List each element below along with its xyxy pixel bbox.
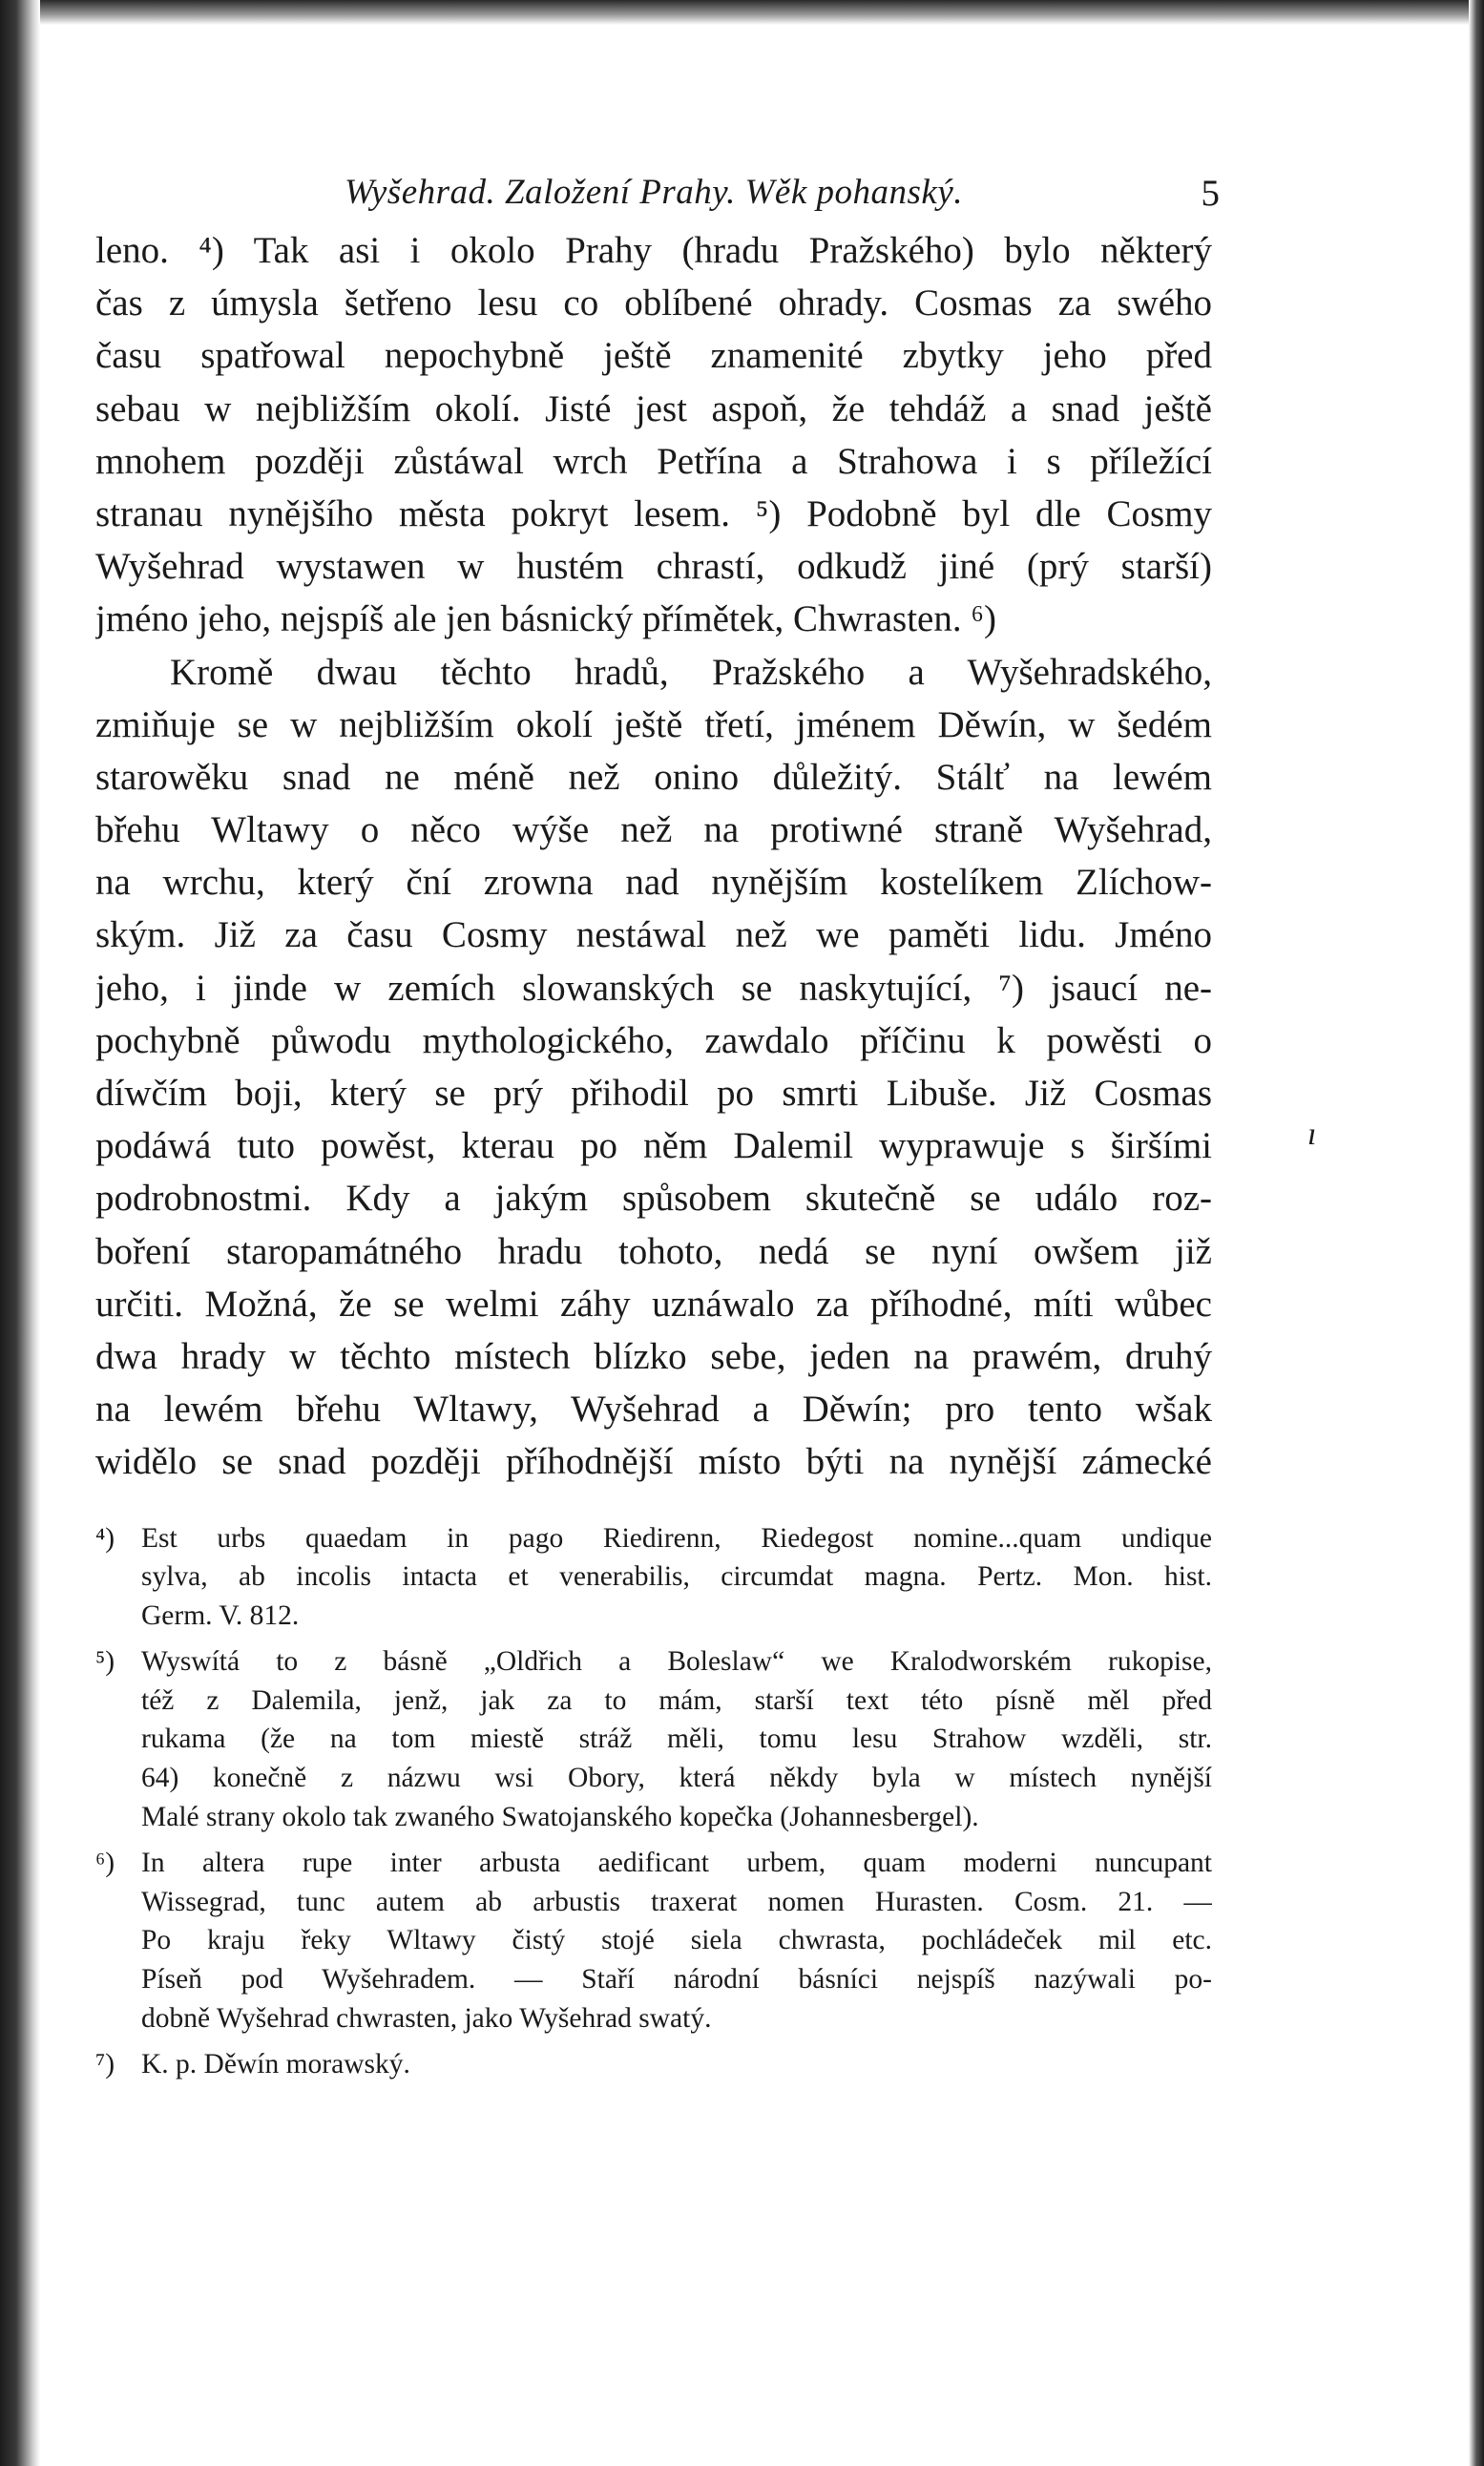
footnote [95, 2045, 1212, 2084]
footnote-line: Po kraju řeky Wltawy čistý stojé siela chwrasta, pochládeček mil etc. [141, 1925, 1212, 1956]
footnote-line: rukama (že na tom miestě stráž měli, tomu lesu Strahow wzděli, str. [141, 1724, 1212, 1755]
body-line: určiti. Možná, že se welmi záhy uznáwalo za příhodné, míti wůbec [95, 1283, 1212, 1325]
body-line: Kromě dwau těchto hradů, Pražského a Wyšehradského, [170, 651, 1212, 693]
footnote-line: Malé strany okolo tak zwaného Swatojanského kopečka (Johannesbergel). [141, 1801, 979, 1832]
book-page [95, 143, 1220, 2084]
body-line: sebau w nejbližším okolí. Jisté jest aspoň, že tehdáž a snad ještě [95, 387, 1212, 429]
footnote-line: Wissegrad, tunc autem ab arbustis traxerat nomen Hurasten. Cosm. 21. — [141, 1886, 1212, 1917]
footnote-marker: ⁶) [95, 1848, 115, 1879]
body-line: widělo se snad později příhodnější místo býti na nynější zámecké [95, 1441, 1212, 1483]
body-line: času spatřowal nepochybně ještě znamenité zbytky jeho před [95, 335, 1212, 377]
footnote-line: sylva, ab incolis intacta et venerabilis, circumdat magna. Pertz. Mon. hist. [141, 1561, 1212, 1593]
body-line: podáwá tuto powěst, kterau po něm Dalemil wyprawuje s širšími [95, 1125, 1212, 1167]
body-line: na wrchu, který ční zrowna nad nynějším kostelíkem Zlíchow- [95, 862, 1212, 904]
body-line: pochybně půwodu mythologického, zawdalo příčinu k powěsti o [95, 1019, 1212, 1061]
footnote-line: též z Dalemila, jenž, jak za to mám, starší text této písně měl před [141, 1684, 1212, 1716]
footnote-text: Est urbs quaedam in pago Riedirenn, Riedegost nomine...quam undique [141, 1522, 1212, 1554]
footnote-marker: ⁴) [95, 1522, 115, 1554]
scan-edge-right [1469, 0, 1484, 2466]
footnote-first-line [95, 1844, 1212, 1883]
scan-edge-left [0, 0, 40, 2466]
footnote [95, 1519, 1212, 1636]
body-line: dwa hrady w těchto místech blízko sebe, jeden na prawém, druhý [95, 1335, 1212, 1377]
footnote-text: Wyswítá to z básně „Oldřich a Boleslaw“ we Kralodworském rukopise, [141, 1646, 1212, 1678]
footnote-marker: ⁵) [95, 1646, 115, 1678]
body-line: boření staropamátného hradu tohoto, nedá se nyní owšem již [95, 1230, 1212, 1272]
footnote-line: dobně Wyšehrad chwrasten, jako Wyšehrad swatý. [141, 2002, 712, 2034]
body-line: jeho, i jinde w zemích slowanských se naskytující, ⁷) jsaucí ne- [95, 967, 1212, 1009]
footnote-first-line [95, 2045, 1212, 2084]
footnote-text: K. p. Děwín morawský. [141, 2049, 410, 2080]
footnote-line: Píseň pod Wyšehradem. — Staří národní básníci nejspíš nazýwali po- [141, 1964, 1212, 1996]
body-line: stranau nynějšího města pokryt lesem. ⁵) Podobně byl dle Cosmy [95, 492, 1212, 534]
body-line: na lewém břehu Wltawy, Wyšehrad a Děwín; pro tento wšak [95, 1389, 1212, 1431]
footnote-gap [95, 1635, 1212, 1642]
body-text [95, 224, 1212, 1489]
body-line: břehu Wltawy o něco wýše než na protiwné straně Wyšehrad, [95, 809, 1212, 851]
footnote-gap [95, 2038, 1212, 2045]
footnote-first-line [95, 1519, 1212, 1558]
footnote-marker: ⁷) [95, 2049, 115, 2080]
body-line: díwčím boji, který se prý přihodil po smrti Libuše. Již Cosmas [95, 1073, 1212, 1114]
margin-mark: ı [1307, 1117, 1317, 1152]
page-number: 5 [1201, 173, 1220, 214]
body-line: podrobnostmi. Kdy a jakým spůsobem skutečně se událo roz- [95, 1178, 1212, 1220]
body-line: čas z úmysla šetřeno lesu co oblíbené ohrady. Cosmas za swého [95, 282, 1212, 324]
body-line: jméno jeho, nejspíš ale jen básnický přímětek, Chwrasten. ⁶) [95, 598, 996, 640]
body-line: zmiňuje se w nejbližším okolí ještě třetí, jménem Děwín, w šedém [95, 703, 1212, 745]
footnote-text: In altera rupe inter arbusta aedificant urbem, quam moderni nuncupant [141, 1848, 1212, 1879]
footnote-line: Germ. V. 812. [141, 1599, 300, 1631]
body-line: starowěku snad ne méně než onino důležitý. Stálť na lewém [95, 756, 1212, 798]
body-line: ským. Již za času Cosmy nestáwal než we paměti lidu. Jméno [95, 914, 1212, 956]
footnote-first-line [95, 1642, 1212, 1682]
footnotes [95, 1519, 1212, 2084]
scan-edge-top [0, 0, 1484, 25]
footnote [95, 1642, 1212, 1836]
running-title: Wyšehrad. Založení Prahy. Wěk pohanský. [344, 173, 964, 212]
footnote-line: 64) konečně z názwu wsi Obory, která někdy byla w místech nynější [141, 1763, 1212, 1794]
footnote [95, 1844, 1212, 2038]
body-line: Wyšehrad wystawen w hustém chrastí, odkudž jiné (prý starší) [95, 546, 1212, 588]
body-line: mnohem později zůstáwal wrch Petřína a Strahowa i s příležící [95, 440, 1212, 482]
footnote-gap [95, 1836, 1212, 1844]
body-line: leno. ⁴) Tak asi i okolo Prahy (hradu Pražského) bylo některý [95, 230, 1212, 271]
running-head [95, 143, 1220, 219]
